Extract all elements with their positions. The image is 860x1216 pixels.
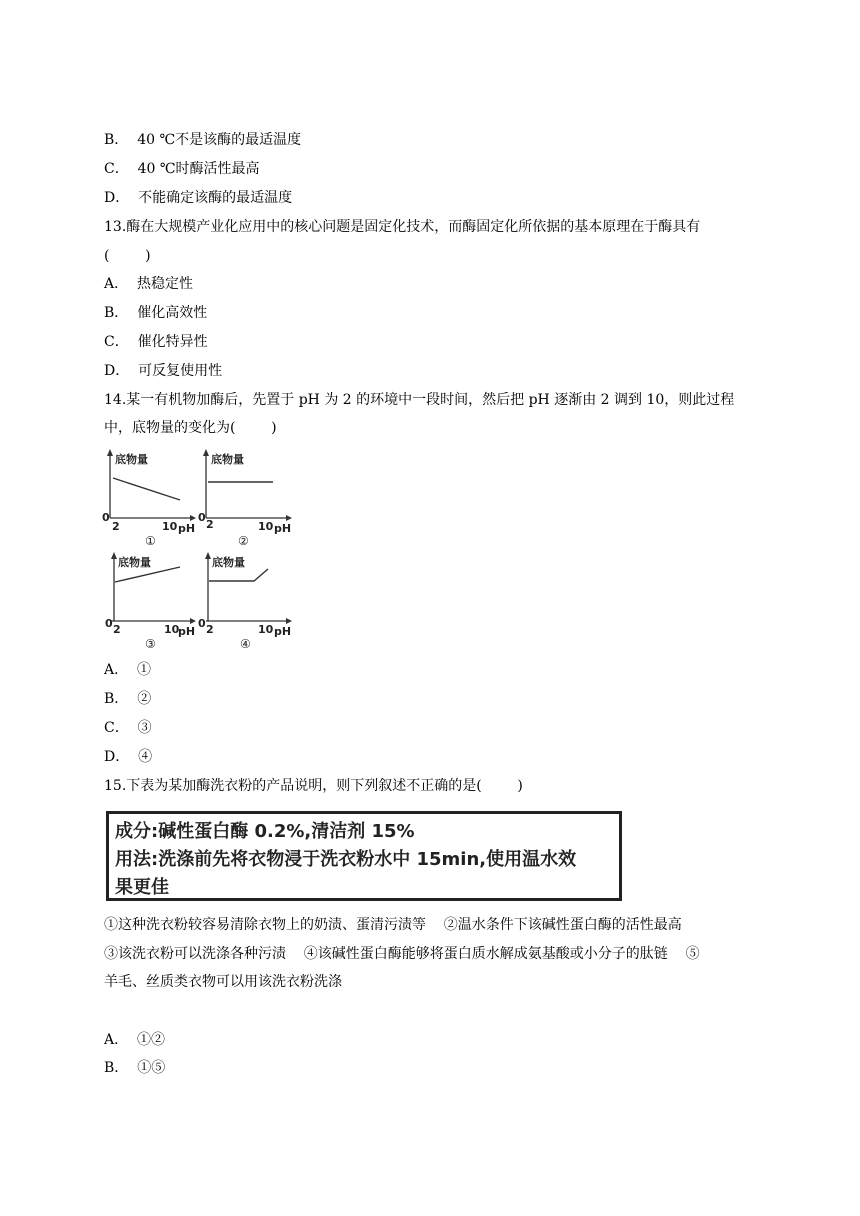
graph-3-label: ③ xyxy=(145,637,156,651)
box-line-1: 成分:碱性蛋白酶 0.2%,清洁剂 15% xyxy=(115,821,415,842)
q13-option-c: C． 催化特异性 xyxy=(104,334,208,350)
graph-4-x-start: 2 xyxy=(206,623,214,636)
q12-option-b: B． 40 ℃不是该酶的最适温度 xyxy=(104,132,302,148)
graph-1-curve xyxy=(113,478,180,500)
q13-stem-line-2: ( ) xyxy=(104,248,151,264)
graph-1-ylabel: 底物量 xyxy=(115,453,148,466)
q14-option-b: B． ② xyxy=(104,691,152,707)
q15-statement-line-2: ③该洗衣粉可以洗涤各种污渍 ④该碱性蛋白酶能够将蛋白质水解成氨基酸或小分子的肽链 ⑤ xyxy=(104,946,700,962)
q13-option-b: B． 催化高效性 xyxy=(104,305,208,321)
box-line-2: 用法:洗涤前先将衣物浸于洗衣粉水中 15min,使用温水效 xyxy=(115,849,577,870)
graph-2-xlabel: pH xyxy=(274,522,292,535)
graph-3-x-end: 10 xyxy=(164,623,180,636)
graph-3-x-start: 2 xyxy=(113,623,121,636)
q13-option-d: D． 可反复使用性 xyxy=(104,363,223,379)
q14-stem-line-2: 中，底物量的变化为( ) xyxy=(104,420,277,436)
box-line-3: 果更佳 xyxy=(115,877,169,898)
graph-2-x-end: 10 xyxy=(258,520,274,533)
product-description-box xyxy=(106,811,622,901)
graph-4-xlabel: pH xyxy=(274,625,292,638)
graph-3 xyxy=(100,551,200,651)
q12-option-c: C． 40 ℃时酶活性最高 xyxy=(104,161,260,177)
graph-2-x-start: 2 xyxy=(206,518,214,531)
q12-option-d: D． 不能确定该酶的最适温度 xyxy=(104,190,293,206)
q15-option-b: B． ①⑤ xyxy=(104,1060,166,1076)
graph-3-ylabel: 底物量 xyxy=(118,556,151,569)
graph-1-x-start: 2 xyxy=(112,520,120,533)
graph-2 xyxy=(196,448,296,548)
graph-2-origin: 0 xyxy=(198,511,206,524)
graph-3-curve xyxy=(115,567,180,582)
q13-option-a: A． 热稳定性 xyxy=(104,276,194,292)
graph-2-ylabel: 底物量 xyxy=(211,453,244,466)
graph-4-curve xyxy=(209,569,268,581)
graph-1-label: ① xyxy=(145,534,156,548)
graph-3-xlabel: pH xyxy=(178,625,196,638)
graph-1 xyxy=(100,448,200,548)
graph-2-label: ② xyxy=(238,534,249,548)
graph-4-label: ④ xyxy=(240,637,251,651)
q14-option-c: C． ③ xyxy=(104,720,152,736)
q15-statement-line-1: ①这种洗衣粉较容易清除衣物上的奶渍、蛋清污渍等 ②温水条件下该碱性蛋白酶的活性最高 xyxy=(104,917,682,933)
q14-option-a: A． ① xyxy=(104,662,152,678)
graph-1-xlabel: pH xyxy=(178,522,196,535)
graph-4-origin: 0 xyxy=(198,617,206,630)
q15-statement-line-3: 羊毛、丝质类衣物可以用该洗衣粉洗涤 xyxy=(104,974,342,990)
graph-4-x-end: 10 xyxy=(258,623,274,636)
graph-4-ylabel: 底物量 xyxy=(212,556,245,569)
graph-4 xyxy=(196,551,296,651)
q13-stem-line-1: 13.酶在大规模产业化应用中的核心问题是固定化技术，而酶固定化所依据的基本原理在于酶具有 xyxy=(104,219,701,235)
q14-stem-line-1: 14.某一有机物加酶后，先置于 pH 为 2 的环境中一段时间，然后把 pH 逐渐由 2 调到 10，则此过程 xyxy=(104,392,735,408)
q15-stem: 15.下表为某加酶洗衣粉的产品说明，则下列叙述不正确的是( ) xyxy=(104,778,523,794)
graph-1-x-end: 10 xyxy=(162,520,178,533)
graph-3-origin: 0 xyxy=(105,617,113,630)
q15-option-a: A． ①② xyxy=(104,1032,166,1048)
q14-option-d: D． ④ xyxy=(104,749,153,765)
graph-1-origin: 0 xyxy=(102,511,110,524)
